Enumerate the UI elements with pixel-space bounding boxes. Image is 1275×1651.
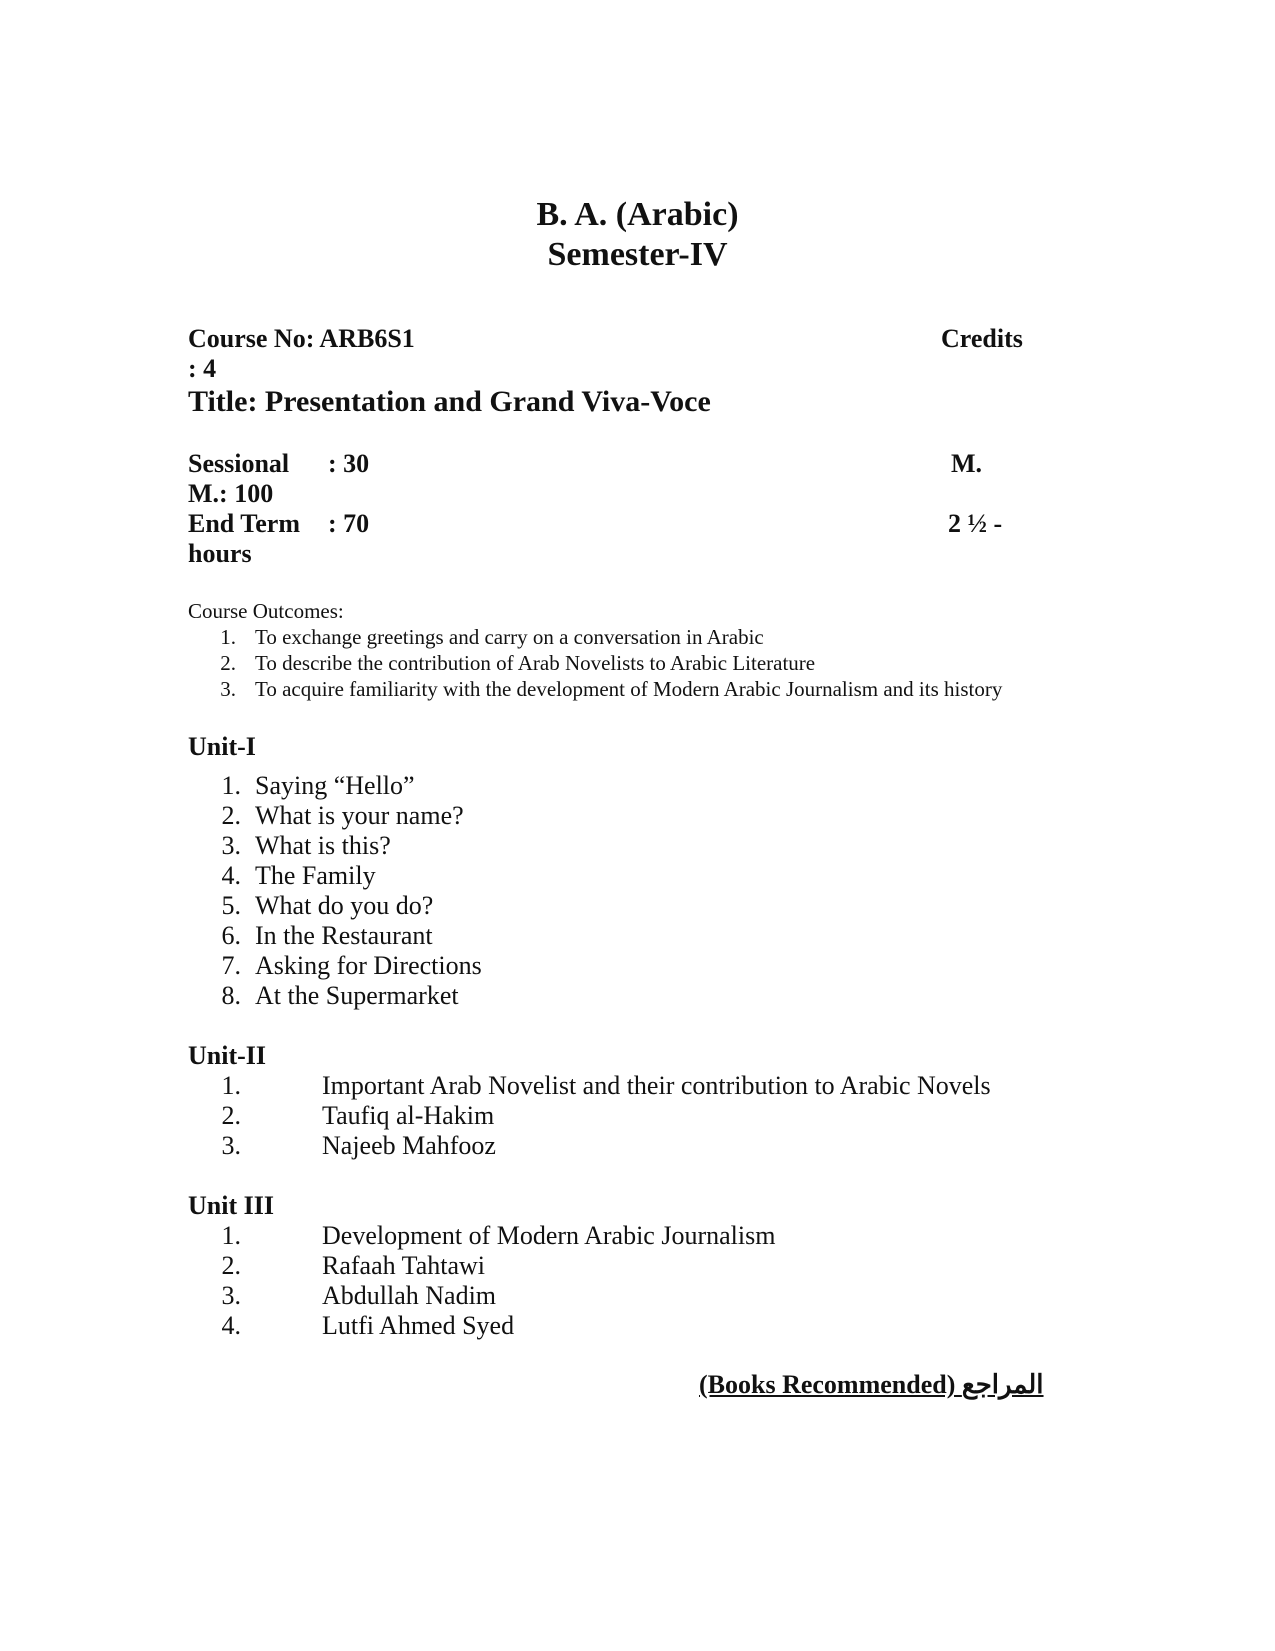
- outcome-number: 3.: [220, 677, 236, 701]
- outcome-number: 1.: [220, 625, 236, 649]
- unit-1-item: What is this?: [255, 831, 391, 860]
- sessional-value: : 30: [328, 449, 370, 478]
- course-title: Title: Presentation and Grand Viva-Voce: [188, 385, 711, 418]
- unit-3-item: Development of Modern Arabic Journalism: [322, 1221, 776, 1250]
- duration-label: 2 ½ -: [948, 509, 1003, 538]
- unit-1-item-number: 3.: [221, 831, 241, 860]
- books-recommended-heading: (Books Recommended) المراجع: [699, 1370, 1044, 1399]
- unit-1-item: Saying “Hello”: [255, 771, 415, 800]
- sessional-label: Sessional: [188, 449, 290, 478]
- unit-1-item-number: 1.: [221, 771, 241, 800]
- unit-3-item-number: 4.: [221, 1311, 241, 1340]
- unit-1-item-number: 6.: [221, 921, 241, 950]
- unit-2-item: Taufiq al-Hakim: [322, 1101, 495, 1130]
- unit-1-item: In the Restaurant: [255, 921, 433, 950]
- end-term-value: : 70: [328, 509, 370, 538]
- duration-value: hours: [188, 539, 252, 568]
- max-marks-label: M.: [951, 449, 983, 478]
- max-marks-value: M.: 100: [188, 479, 274, 508]
- unit-1-item: The Family: [255, 861, 376, 890]
- unit-3-item: Rafaah Tahtawi: [322, 1251, 486, 1280]
- unit-1-item-number: 4.: [221, 861, 241, 890]
- unit-3-item-number: 3.: [221, 1281, 241, 1310]
- unit-2-item-number: 2.: [221, 1101, 241, 1130]
- semester-title: Semester-IV: [547, 236, 728, 273]
- unit-2-item: Najeeb Mahfooz: [322, 1131, 496, 1160]
- end-term-label: End Term: [188, 509, 300, 538]
- unit-1-item: What is your name?: [255, 801, 464, 830]
- unit-3-heading: Unit III: [188, 1191, 274, 1220]
- unit-1-heading: Unit-I: [188, 732, 256, 761]
- outcome-number: 2.: [220, 651, 236, 675]
- unit-3-item: Abdullah Nadim: [322, 1281, 497, 1310]
- outcome-text: To describe the contribution of Arab Novelists to Arabic Literature: [255, 651, 816, 675]
- unit-3-item-number: 2.: [221, 1251, 241, 1280]
- unit-1-item: What do you do?: [255, 891, 434, 920]
- unit-2-item: Important Arab Novelist and their contribution to Arabic Novels: [322, 1071, 991, 1100]
- unit-1-item-number: 2.: [221, 801, 241, 830]
- unit-1-item-number: 7.: [221, 951, 241, 980]
- unit-2-heading: Unit-II: [188, 1041, 267, 1070]
- unit-3-item: Lutfi Ahmed Syed: [322, 1311, 515, 1340]
- outcome-text: To acquire familiarity with the development of Modern Arabic Journalism and its history: [255, 677, 1003, 701]
- outcome-text: To exchange greetings and carry on a conversation in Arabic: [255, 625, 764, 649]
- unit-2-item-number: 3.: [221, 1131, 241, 1160]
- course-number: Course No: ARB6S1: [188, 324, 415, 353]
- outcomes-heading: Course Outcomes:: [188, 599, 344, 623]
- credits-label: Credits: [941, 324, 1023, 353]
- program-title: B. A. (Arabic): [536, 196, 739, 233]
- unit-3-item-number: 1.: [221, 1221, 241, 1250]
- unit-1-item: Asking for Directions: [255, 951, 482, 980]
- unit-2-item-number: 1.: [221, 1071, 241, 1100]
- unit-1-item: At the Supermarket: [255, 981, 459, 1010]
- unit-1-item-number: 5.: [221, 891, 241, 920]
- credits-value: : 4: [188, 354, 217, 383]
- unit-1-item-number: 8.: [221, 981, 241, 1010]
